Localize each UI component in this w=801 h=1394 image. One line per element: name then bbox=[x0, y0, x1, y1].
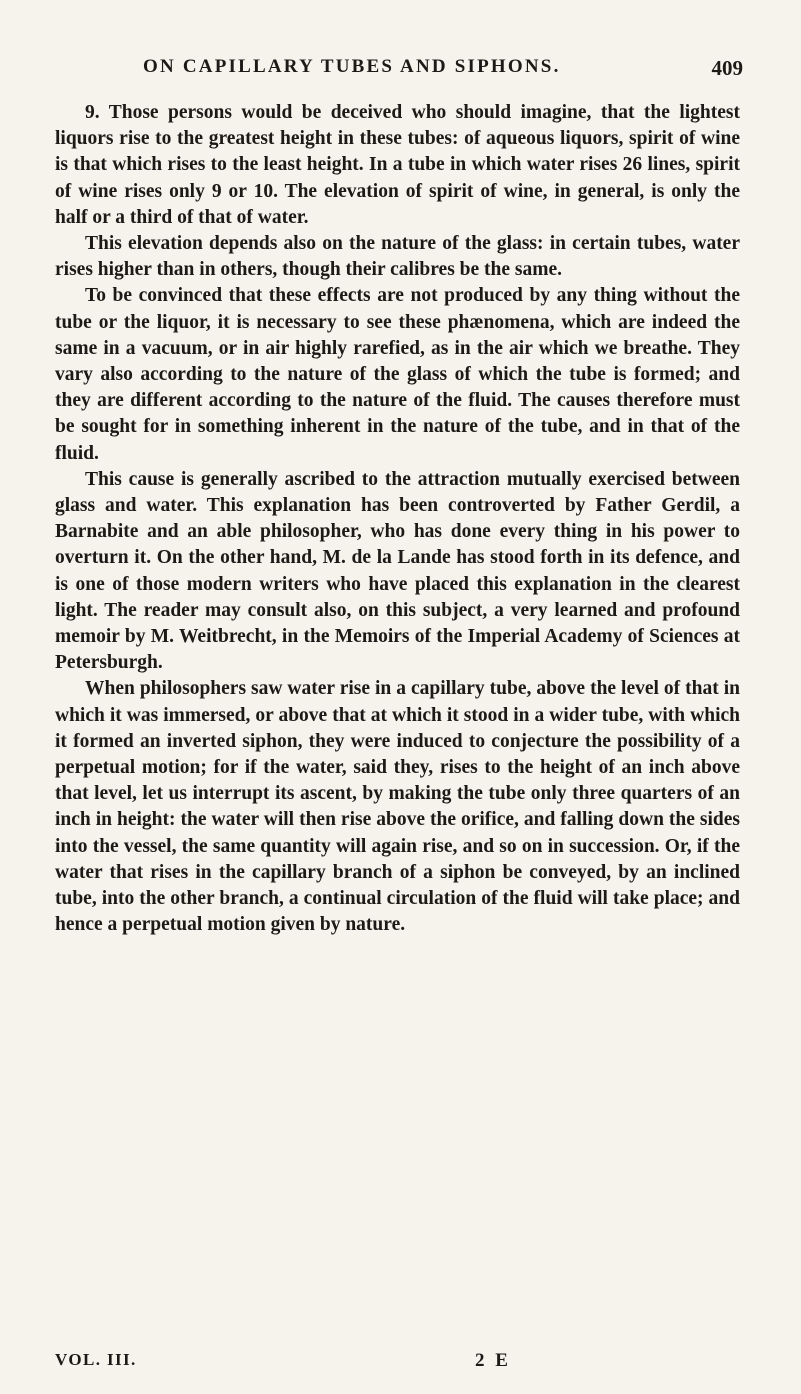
page-footer bbox=[55, 1350, 740, 1376]
page-header bbox=[143, 56, 743, 86]
body-text bbox=[55, 100, 740, 939]
paragraph: To be convinced that these effects are not produced by any thing without the tube or the liquor, it is necessary to see these phænomena, which are indeed the same in a vacuum, or in air highly rarefied, as in the air which we breathe. They vary also according to the nature of the glass of which the tube is formed; and they are different according to the nature of the fluid. The causes therefore must be sought for in something inherent in the nature of the tube, and in that of the fluid. bbox=[55, 285, 740, 464]
paragraph: When philosophers saw water rise in a capillary tube, above the level of that in which it was immersed, or above that at which it stood in a wider tube, with which it formed an inverted siphon, they were induced to conjecture the possibility of a perpetual motion; for if the water, said they, rises to the height of an inch above that level, let us interrupt its ascent, by making the tube only three quarters of an inch in height: the water will then rise above the orifice, and falling down the sides into the vessel, the same quantity will again rise, and so on in succession. Or, if the water that rises in the capillary branch of a siphon be conveyed, by an inclined tube, into the other branch, a continual circulation of the fluid will take place; and hence a perpetual motion given by nature. bbox=[55, 678, 740, 936]
running-head: ON CAPILLARY TUBES AND SIPHONS. bbox=[143, 56, 561, 77]
volume-label: VOL. III. bbox=[55, 1350, 137, 1369]
paragraph: This elevation depends also on the nature of the glass: in certain tubes, water rises higher than in others, though their calibres be the same. bbox=[55, 233, 740, 281]
paragraph: 9. Those persons would be deceived who should imagine, that the lightest liquors rise to the greatest height in these tubes: of aqueous liquors, spirit of wine is that which rises to the least height. In a tube in which water rises 26 lines, spirit of wine rises only 9 or 10. The elevation of spirit of wine, in general, is only the half or a third of that of water. bbox=[55, 102, 740, 228]
paragraph: This cause is generally ascribed to the attraction mutually exercised between glass and water. This explanation has been controverted by Father Gerdil, a Barnabite and an able philosopher, who has done every thing in his power to overturn it. On the other hand, M. de la Lande has stood forth in its defence, and is one of those modern writers who have placed this explanation in the clearest light. The reader may consult also, on this subject, a very learned and profound memoir by M. Weitbrecht, in the Memoirs of the Imperial Academy of Sciences at Petersburgh. bbox=[55, 468, 740, 674]
signature-mark: 2 E bbox=[475, 1350, 511, 1371]
page-number: 409 bbox=[711, 56, 743, 80]
